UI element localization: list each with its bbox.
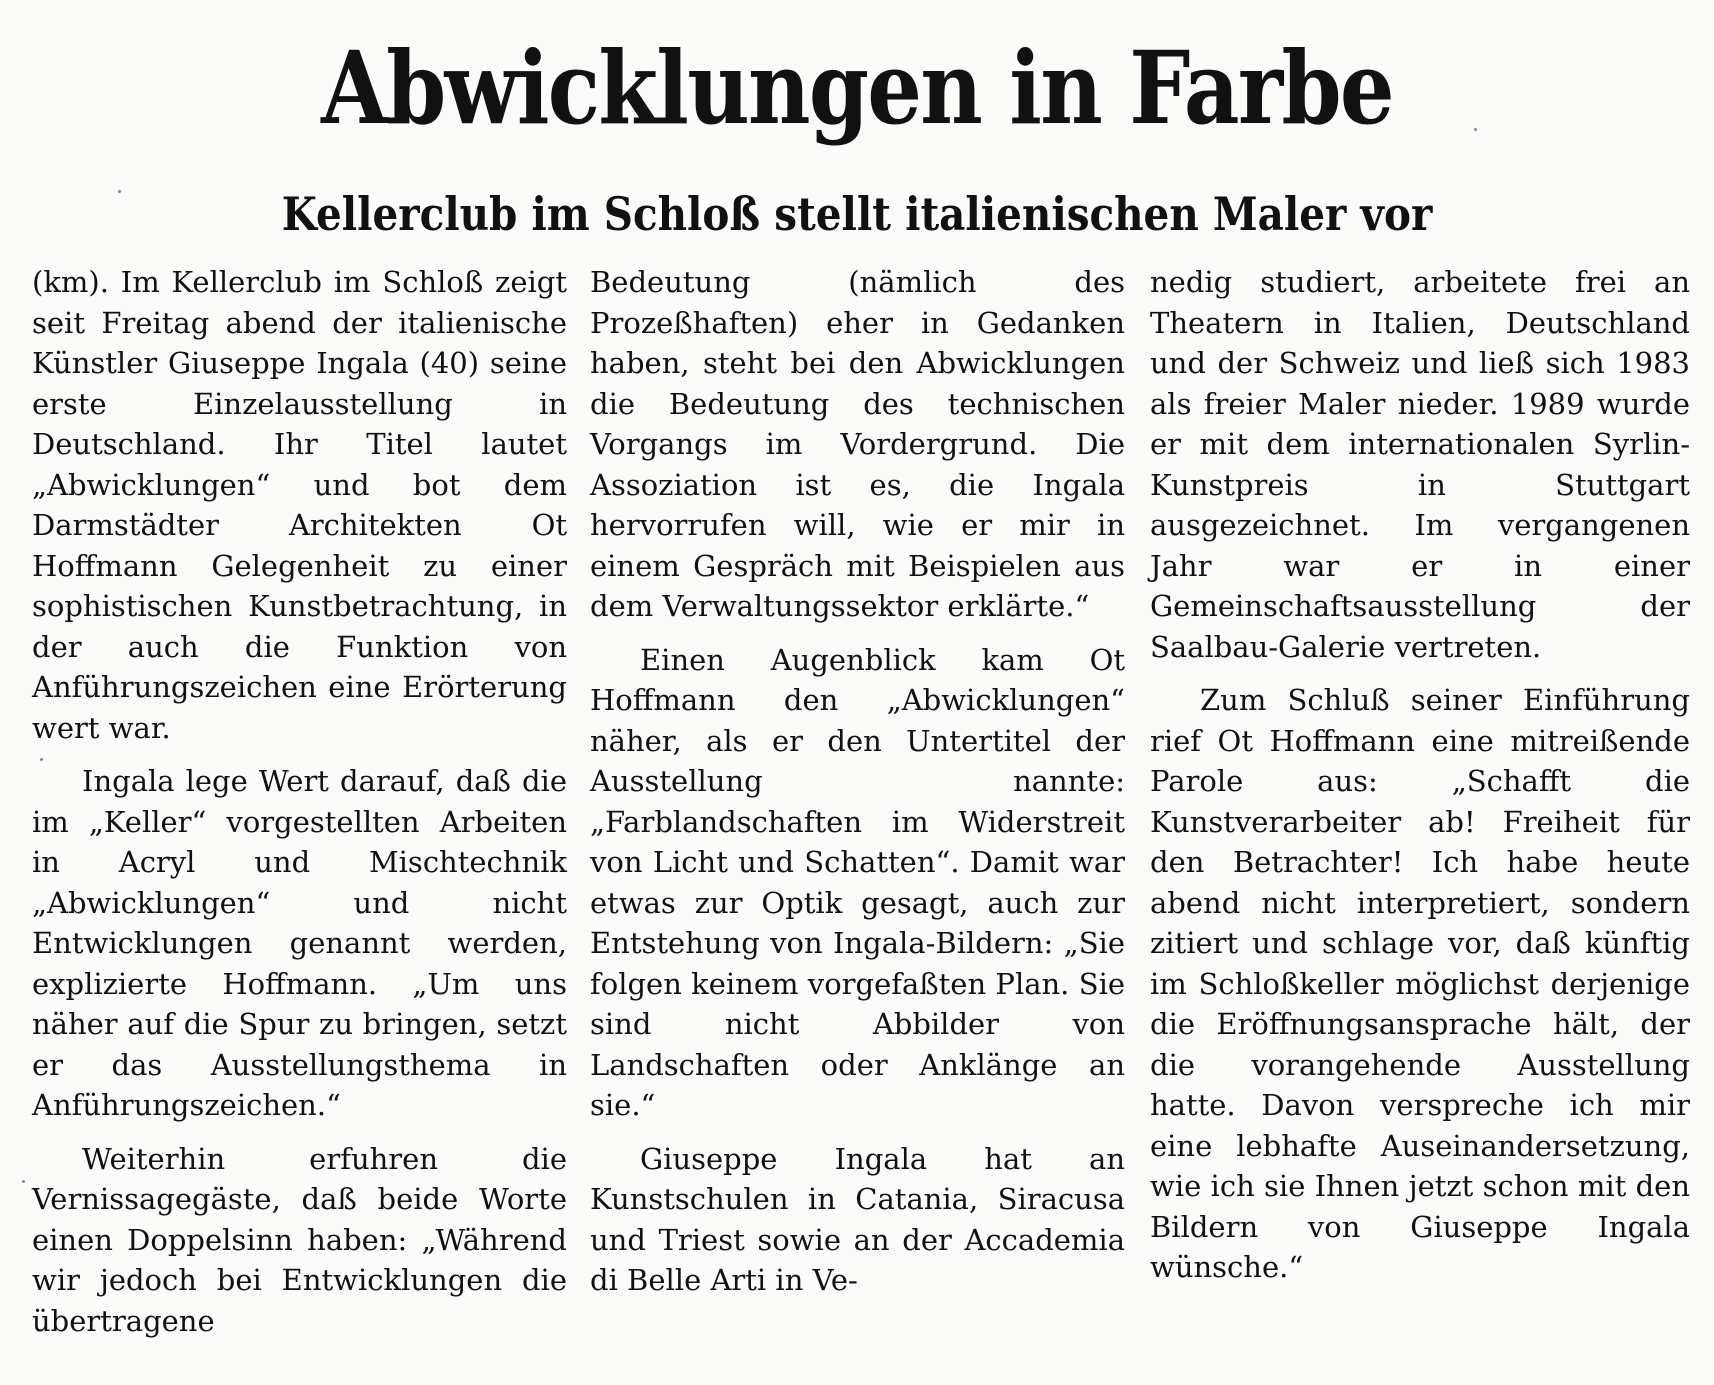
paragraph: nedig studiert, arbeitete frei an Theatern in Italien, Deutschland und der Schweiz und ließ sich 1983 als freier Maler nieder. 1989 wurde er mit dem internationalen Syrlin-Kunstpreis in Stuttgart ausgezeichnet. Im vergangenen Jahr war er in einer Gemeinschaftsausstellung der Saalbau-Galerie vertreten. [1150, 265, 1690, 664]
paragraph: (km). Im Kellerclub im Schloß zeigt seit Freitag abend der italienische Künstler Giuseppe Ingala (40) seine erste Einzelausstellung in Deutschland. Ihr Titel lautet „Abwicklungen“ und bot dem Darmstädter Architekten Ot Hoffmann Gelegenheit zu einer sophistischen Kunstbetrachtung, in der auch die Funktion von Anführungszeichen eine Erörterung wert war. [32, 265, 567, 745]
print-speck [118, 190, 121, 193]
article-column-3 [1150, 262, 1690, 1301]
subheadline: Kellerclub im Schloß stellt italienischen Maler vor [281, 187, 1433, 241]
print-speck [1474, 128, 1477, 131]
print-speck [40, 758, 43, 761]
paragraph: Weiterhin erfuhren die Vernissagegäste, daß beide Worte einen Doppelsinn haben: „Während wir jedoch bei Entwicklungen die übertragene [32, 1141, 567, 1338]
paragraph: Einen Augenblick kam Ot Hoffmann den „Abwicklungen“ näher, als er den Untertitel der Ausstellung nannte: „Farblandschaften im Widerstreit von Licht und Schatten“. Damit war etwas zur Optik gesagt, auch zur Entstehung von Ingala-Bildern: „Sie folgen keinem vorgefaßten Plan. Sie sind nicht Abbilder von Landschaften oder Anklänge an sie.“ [590, 642, 1125, 1122]
headline: Abwicklungen in Farbe [321, 29, 1393, 147]
paragraph: Ingala lege Wert darauf, daß die im „Keller“ vorgestellten Arbeiten in Acryl und Mischtechnik „Abwicklungen“ und nicht Entwicklungen genannt werden, explizierte Hoffmann. „Um uns näher auf die Spur zu bringen, setzt er das Ausstellungsthema in Anführungszeichen.“ [32, 764, 567, 1122]
paragraph: Giuseppe Ingala hat an Kunstschulen in Catania, Siracusa und Triest sowie an der Accademia di Belle Arti in Ve- [590, 1141, 1125, 1297]
article-column-1 [32, 262, 567, 1354]
print-speck [22, 1180, 25, 1183]
paragraph: Zum Schluß seiner Einführung rief Ot Hoffmann eine mitreißende Parole aus: „Schafft die Kunstverarbeiter ab! Freiheit für den Betrachter! Ich habe heute abend nicht interpretiert, sondern zitiert und schlage vor, daß künftig im Schloßkeller möglichst derjenige die Eröffnungsansprache hält, der die vorangehende Ausstellung hatte. Davon verspreche ich mir eine lebhafte Auseinandersetzung, wie ich sie Ihnen jetzt schon mit den Bildern von Giuseppe Ingala wünsche.“ [1150, 683, 1690, 1284]
article-column-2 [590, 262, 1125, 1314]
paragraph: Bedeutung (nämlich des Prozeßhaften) eher in Gedanken haben, steht bei den Abwicklungen die Bedeutung des technischen Vorgangs im Vordergrund. Die Assoziation ist es, die Ingala hervorrufen will, wie er mir in einem Gespräch mit Beispielen aus dem Verwaltungssektor erklärte.“ [590, 265, 1125, 623]
